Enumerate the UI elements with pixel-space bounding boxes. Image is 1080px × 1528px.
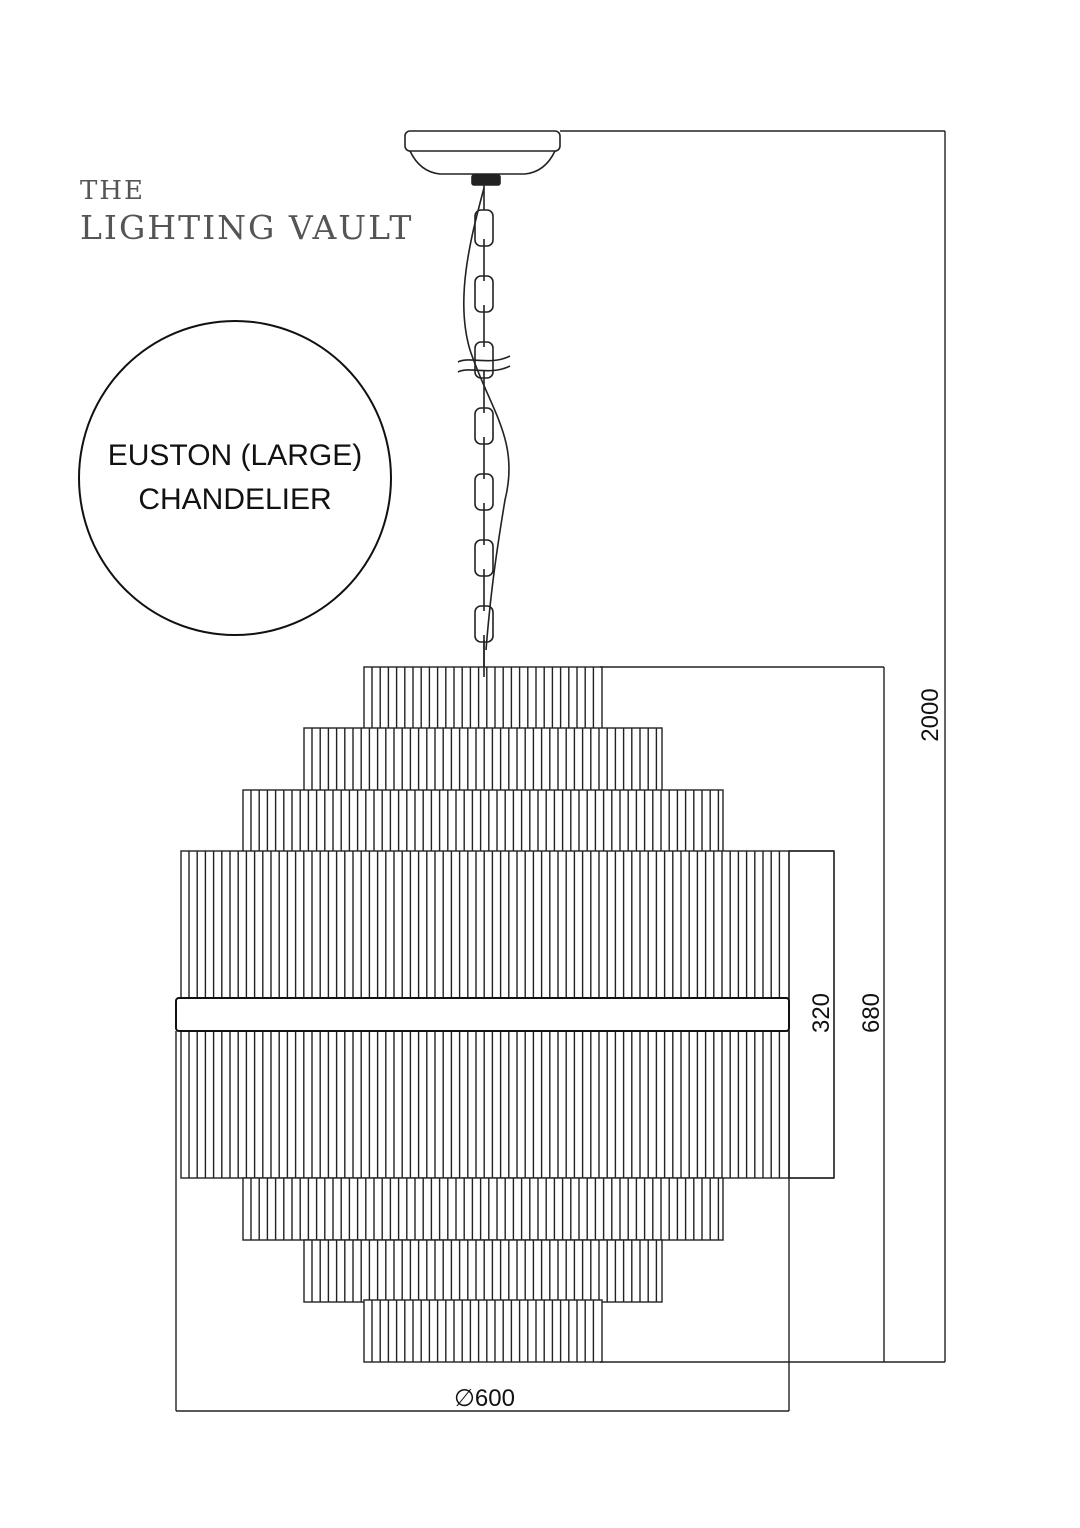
rod-tier-outline — [243, 1178, 723, 1240]
rod-tier-outline — [304, 1240, 662, 1302]
total-drop-label: 2000 — [917, 688, 944, 742]
ceiling-canopy — [405, 131, 560, 185]
diameter-label — [454, 1384, 515, 1413]
rod-tier-outline — [243, 790, 723, 852]
rod-tier — [243, 790, 723, 852]
diameter-value: 600 — [474, 1385, 515, 1412]
cable-break-mark — [458, 356, 510, 362]
rod-tier-outline — [304, 728, 662, 792]
body-height-label: 680 — [858, 992, 885, 1034]
power-cable — [464, 188, 509, 650]
diameter-symbol: ∅ — [454, 1385, 475, 1412]
canopy-cup — [410, 151, 555, 174]
rod-tier-outline — [364, 1300, 602, 1362]
rod-tier-outline — [364, 667, 602, 732]
product-title-badge — [78, 320, 392, 636]
central-band — [176, 998, 789, 1031]
brand-the: THE — [80, 176, 145, 206]
rod-tier — [243, 1178, 723, 1240]
canopy-hook — [472, 175, 500, 185]
canopy-plate — [405, 131, 560, 151]
rod-tier — [364, 667, 602, 732]
central-band-ring — [176, 998, 789, 1031]
rod-tier — [181, 851, 789, 998]
band-height-label: 320 — [808, 992, 835, 1034]
rod-tier — [304, 728, 662, 792]
product-type: CHANDELIER — [138, 483, 332, 516]
rod-tier — [181, 1031, 789, 1178]
brand-name: LIGHTING VAULT — [80, 208, 414, 247]
cable-break-mark — [458, 366, 510, 372]
rod-tier — [364, 1300, 602, 1362]
chain — [458, 185, 510, 677]
product-name: EUSTON (LARGE) — [107, 439, 363, 472]
rod-tier — [304, 1240, 662, 1302]
